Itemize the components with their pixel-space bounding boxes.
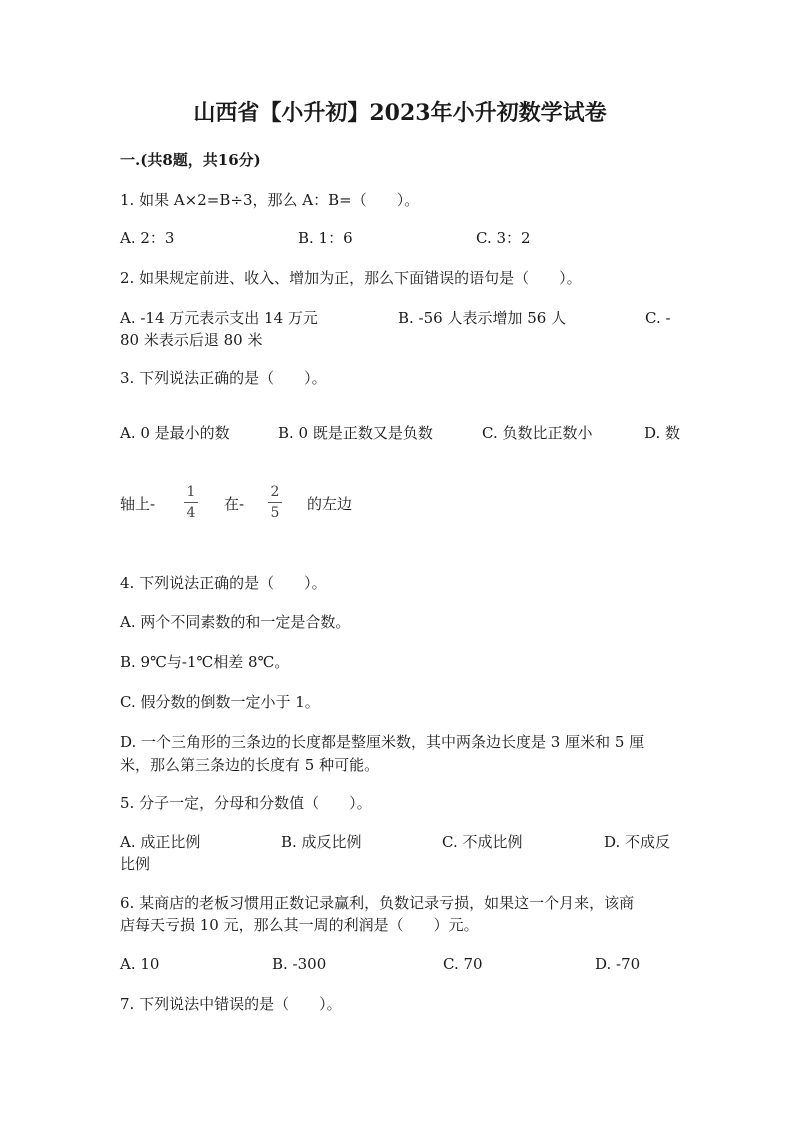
fraction-bar xyxy=(268,502,282,503)
fraction-denominator: 4 xyxy=(186,505,196,521)
option-d: D. 不成反 xyxy=(604,833,671,851)
option-b: B. -300 xyxy=(272,955,327,973)
fraction-bar xyxy=(184,502,198,503)
option-b: B. 1：6 xyxy=(298,229,353,247)
option-a: A. 2：3 xyxy=(120,229,175,247)
option-a: A. 成正比例 xyxy=(120,833,201,851)
question-stem: 6. 某商店的老板习惯用正数记录赢利，负数记录亏损，如果这一个月来，该商 xyxy=(120,894,635,912)
option-c: C. 假分数的倒数一定小于 1。 xyxy=(120,693,320,711)
option-d-axis-text: 轴上- xyxy=(120,495,156,513)
question-stem: 3. 下列说法正确的是（ ）。 xyxy=(120,369,327,387)
option-d: D. 一个三角形的三条边的长度都是整厘米数，其中两条边长度是 3 厘米和 5 厘 xyxy=(120,733,645,751)
option-d-continued: 比例 xyxy=(120,855,151,873)
question-stem: 5. 分子一定，分母和分数值（ ）。 xyxy=(120,794,372,812)
question-stem: 2. 如果规定前进、收入、增加为正，那么下面错误的语句是（ ）。 xyxy=(120,269,582,287)
option-b: B. -56 人表示增加 56 人 xyxy=(398,309,567,327)
option-c: C. 不成比例 xyxy=(442,833,523,851)
option-b: B. 9℃与-1℃相差 8℃。 xyxy=(120,653,290,671)
option-d-end-text: 的左边 xyxy=(307,495,353,513)
option-a: A. 10 xyxy=(120,955,160,973)
option-d: D. 数 xyxy=(644,424,681,442)
option-d-continued: 米，那么第三条边的长度有 5 种可能。 xyxy=(120,756,380,774)
option-c: C. 负数比正数小 xyxy=(482,424,593,442)
question-stem-continued: 店每天亏损 10 元，那么其一周的利润是（ ）元。 xyxy=(120,916,479,934)
fraction-one-quarter xyxy=(181,484,201,521)
option-d-mid-text: 在- xyxy=(224,495,245,513)
question-stem: 7. 下列说法中错误的是（ ）。 xyxy=(120,995,342,1013)
option-c-continued: 80 米表示后退 80 米 xyxy=(120,331,263,349)
option-b: B. 0 既是正数又是负数 xyxy=(278,424,433,442)
fraction-numerator: 1 xyxy=(186,484,196,500)
question-stem: 1. 如果 A×2=B÷3，那么 A：B=（ ）。 xyxy=(120,191,420,209)
option-d: D. -70 xyxy=(595,955,641,973)
fraction-denominator: 5 xyxy=(270,505,280,521)
option-c: C. - xyxy=(645,309,671,327)
option-a: A. -14 万元表示支出 14 万元 xyxy=(120,309,318,327)
option-a: A. 两个不同素数的和一定是合数。 xyxy=(120,613,351,631)
section-heading: 一.(共8题，共16分) xyxy=(120,151,261,169)
question-stem: 4. 下列说法正确的是（ ）。 xyxy=(120,574,327,592)
fraction-numerator: 2 xyxy=(270,484,280,500)
option-c: C. 70 xyxy=(443,955,483,973)
option-a: A. 0 是最小的数 xyxy=(120,424,230,442)
option-c: C. 3：2 xyxy=(476,229,531,247)
page-title: 山西省【小升初】2023年小升初数学试卷 xyxy=(193,100,607,126)
fraction-two-fifths xyxy=(265,484,285,521)
option-b: B. 成反比例 xyxy=(281,833,362,851)
